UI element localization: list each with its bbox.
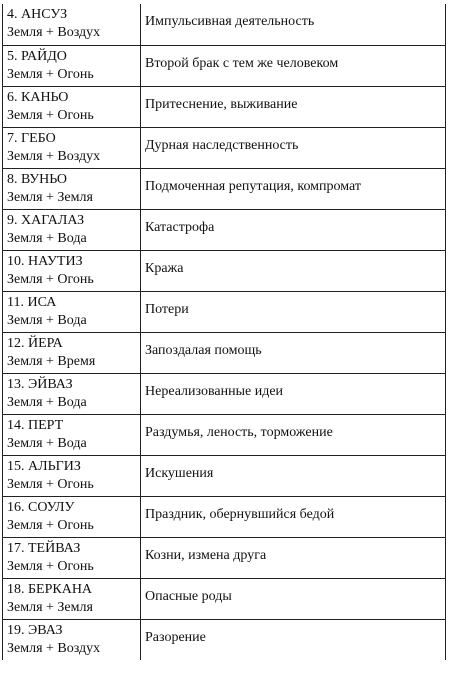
rune-name: 10. НАУТИЗ (7, 253, 83, 269)
rune-cell (3, 86, 141, 127)
rune-name: 6. КАНЬО (7, 89, 69, 105)
rune-meaning: Козни, измена друга (145, 547, 267, 563)
table-row (3, 373, 446, 414)
table-row (3, 127, 446, 168)
rune-meaning: Дурная наследственность (145, 137, 299, 153)
rune-elements: Земля + Воздух (7, 148, 101, 164)
rune-elements: Земля + Огонь (7, 476, 94, 492)
rune-elements: Земля + Вода (7, 312, 87, 328)
rune-name: 17. ТЕЙВАЗ (7, 540, 81, 556)
meaning-cell (141, 4, 446, 45)
table-row (3, 455, 446, 496)
rune-cell (3, 127, 141, 168)
rune-name: 5. РАЙДО (7, 48, 67, 64)
rune-table (2, 4, 446, 660)
table-row (3, 496, 446, 537)
meaning-cell (141, 86, 446, 127)
rune-elements: Земля + Огонь (7, 107, 94, 123)
meaning-cell (141, 332, 446, 373)
meaning-cell (141, 496, 446, 537)
rune-elements: Земля + Время (7, 353, 96, 369)
rune-name: 8. ВУНЬО (7, 171, 68, 187)
rune-cell (3, 250, 141, 291)
rune-cell (3, 209, 141, 250)
rune-cell (3, 455, 141, 496)
rune-meaning: Искушения (145, 465, 214, 481)
table-row (3, 332, 446, 373)
rune-elements: Земля + Воздух (7, 25, 101, 40)
meaning-cell (141, 45, 446, 86)
table-row (3, 209, 446, 250)
rune-meaning: Катастрофа (145, 219, 215, 235)
meaning-cell (141, 619, 446, 660)
meaning-cell (141, 537, 446, 578)
meaning-cell (141, 127, 446, 168)
rune-name: 18. БЕРКАНА (7, 581, 93, 597)
rune-elements: Земля + Огонь (7, 517, 94, 533)
table-row (3, 45, 446, 86)
rune-name: 19. ЭВАЗ (7, 622, 63, 638)
table-row (3, 537, 446, 578)
table-row (3, 86, 446, 127)
rune-meaning: Запоздалая помощь (145, 342, 262, 358)
rune-elements: Земля + Земля (7, 599, 93, 615)
rune-meaning: Раздумья, леность, торможение (145, 424, 333, 440)
rune-name: 13. ЭЙВАЗ (7, 376, 73, 392)
rune-elements: Земля + Воздух (7, 640, 101, 656)
rune-cell (3, 496, 141, 537)
rune-cell (3, 168, 141, 209)
table-row (3, 168, 446, 209)
meaning-cell (141, 209, 446, 250)
rune-name: 15. АЛЬГИЗ (7, 458, 81, 474)
table-row (3, 4, 446, 45)
rune-meaning: Подмоченная репутация, компромат (145, 178, 361, 194)
meaning-cell (141, 414, 446, 455)
table-row (3, 250, 446, 291)
rune-name: 11. ИСА (7, 294, 57, 310)
table-row (3, 291, 446, 332)
rune-cell (3, 4, 141, 45)
rune-elements: Земля + Вода (7, 394, 87, 410)
meaning-cell (141, 250, 446, 291)
rune-name: 14. ПЕРТ (7, 417, 64, 433)
rune-cell (3, 619, 141, 660)
rune-table-body (3, 4, 446, 660)
rune-meaning: Кража (145, 260, 184, 276)
rune-meaning: Разорение (145, 629, 206, 645)
meaning-cell (141, 373, 446, 414)
rune-name: 7. ГЕБО (7, 130, 56, 146)
rune-name: 12. ЙЕРА (7, 335, 63, 351)
rune-elements: Земля + Огонь (7, 66, 94, 82)
rune-cell (3, 45, 141, 86)
rune-cell (3, 578, 141, 619)
rune-elements: Земля + Огонь (7, 271, 94, 287)
rune-meaning: Праздник, обернувшийся бедой (145, 506, 335, 522)
rune-name: 9. ХАГАЛАЗ (7, 212, 85, 228)
rune-meaning: Потери (145, 301, 189, 317)
rune-meaning: Нереализованные идеи (145, 383, 284, 399)
rune-name: 4. АНСУЗ (7, 7, 68, 22)
rune-cell (3, 537, 141, 578)
table-row (3, 619, 446, 660)
rune-meaning: Импульсивная деятельность (145, 14, 315, 29)
rune-elements: Земля + Земля (7, 189, 93, 205)
rune-cell (3, 373, 141, 414)
rune-elements: Земля + Вода (7, 435, 87, 451)
table-row (3, 414, 446, 455)
rune-elements: Земля + Вода (7, 230, 87, 246)
table-row (3, 578, 446, 619)
meaning-cell (141, 455, 446, 496)
rune-meaning: Опасные роды (145, 588, 232, 604)
rune-name: 16. СОУЛУ (7, 499, 75, 515)
rune-elements: Земля + Огонь (7, 558, 94, 574)
rune-cell (3, 332, 141, 373)
meaning-cell (141, 578, 446, 619)
meaning-cell (141, 291, 446, 332)
meaning-cell (141, 168, 446, 209)
rune-meaning: Притеснение, выживание (145, 96, 298, 112)
rune-cell (3, 291, 141, 332)
rune-meaning: Второй брак с тем же человеком (145, 55, 339, 71)
rune-cell (3, 414, 141, 455)
